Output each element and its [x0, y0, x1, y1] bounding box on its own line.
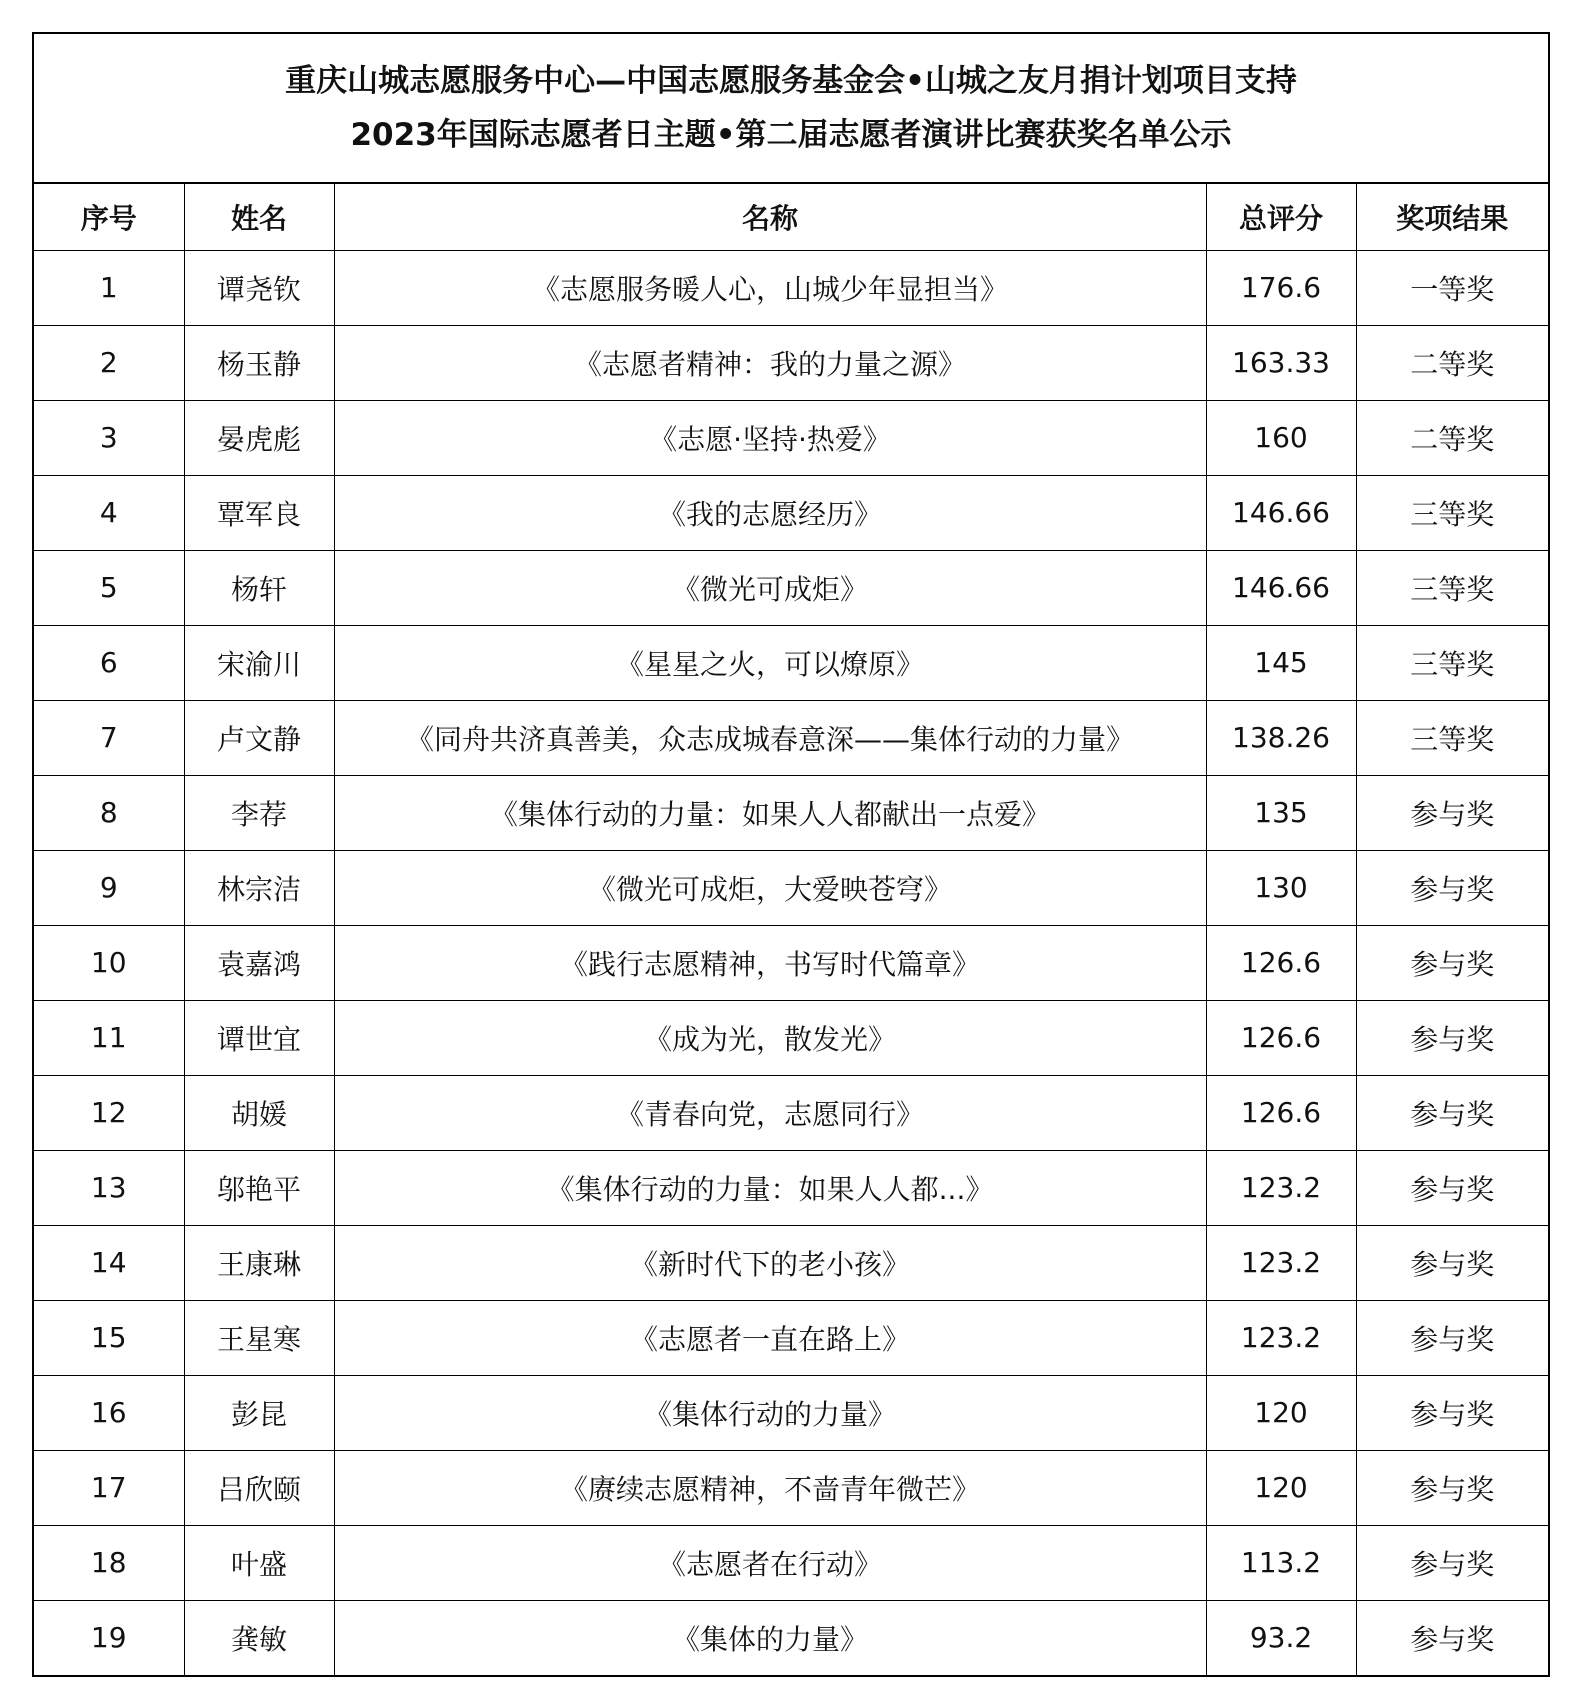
cell-award: 参与奖: [1356, 1450, 1548, 1525]
cell-award: 参与奖: [1356, 1150, 1548, 1225]
cell-award: 参与奖: [1356, 1375, 1548, 1450]
cell-score: 130: [1206, 850, 1356, 925]
cell-award: 参与奖: [1356, 1225, 1548, 1300]
table-row: [34, 850, 1548, 925]
cell-title: 《集体的力量》: [334, 1600, 1206, 1675]
cell-name: 晏虎彪: [184, 400, 334, 475]
cell-score: 146.66: [1206, 475, 1356, 550]
table-row: [34, 1000, 1548, 1075]
header-index: 序号: [34, 184, 184, 250]
cell-index: 14: [34, 1225, 184, 1300]
cell-title: 《星星之火，可以燎原》: [334, 625, 1206, 700]
cell-score: 126.6: [1206, 1000, 1356, 1075]
cell-score: 93.2: [1206, 1600, 1356, 1675]
cell-score: 123.2: [1206, 1150, 1356, 1225]
cell-award: 三等奖: [1356, 475, 1548, 550]
cell-index: 7: [34, 700, 184, 775]
table-body: [34, 250, 1548, 1675]
cell-title: 《赓续志愿精神，不啬青年微芒》: [334, 1450, 1206, 1525]
cell-index: 9: [34, 850, 184, 925]
cell-title: 《同舟共济真善美，众志成城春意深——集体行动的力量》: [334, 700, 1206, 775]
title-line-1: 重庆山城志愿服务中心—中国志愿服务基金会•山城之友月捐计划项目支持: [285, 63, 1297, 99]
cell-index: 10: [34, 925, 184, 1000]
table-row: [34, 250, 1548, 325]
cell-score: 176.6: [1206, 250, 1356, 325]
cell-index: 13: [34, 1150, 184, 1225]
cell-index: 8: [34, 775, 184, 850]
cell-name: 王星寒: [184, 1300, 334, 1375]
cell-score: 163.33: [1206, 325, 1356, 400]
header-row: [34, 184, 1548, 250]
cell-score: 145: [1206, 625, 1356, 700]
table-row: [34, 1300, 1548, 1375]
cell-name: 袁嘉鸿: [184, 925, 334, 1000]
cell-title: 《成为光，散发光》: [334, 1000, 1206, 1075]
cell-award: 参与奖: [1356, 1000, 1548, 1075]
cell-title: 《志愿服务暖人心，山城少年显担当》: [334, 250, 1206, 325]
cell-title: 《志愿者精神：我的力量之源》: [334, 325, 1206, 400]
cell-title: 《我的志愿经历》: [334, 475, 1206, 550]
table-row: [34, 550, 1548, 625]
table-row: [34, 775, 1548, 850]
cell-score: 135: [1206, 775, 1356, 850]
table-row: [34, 325, 1548, 400]
cell-award: 参与奖: [1356, 1300, 1548, 1375]
cell-title: 《志愿·坚持·热爱》: [334, 400, 1206, 475]
cell-award: 参与奖: [1356, 850, 1548, 925]
cell-index: 6: [34, 625, 184, 700]
cell-title: 《志愿者一直在路上》: [334, 1300, 1206, 1375]
table-row: [34, 625, 1548, 700]
cell-score: 126.6: [1206, 1075, 1356, 1150]
cell-name: 杨轩: [184, 550, 334, 625]
award-list-sheet: [32, 32, 1550, 1677]
cell-award: 三等奖: [1356, 550, 1548, 625]
cell-index: 15: [34, 1300, 184, 1375]
cell-score: 113.2: [1206, 1525, 1356, 1600]
cell-title: 《践行志愿精神，书写时代篇章》: [334, 925, 1206, 1000]
cell-name: 胡媛: [184, 1075, 334, 1150]
cell-name: 谭尧钦: [184, 250, 334, 325]
cell-title: 《志愿者在行动》: [334, 1525, 1206, 1600]
cell-award: 二等奖: [1356, 400, 1548, 475]
cell-index: 11: [34, 1000, 184, 1075]
cell-index: 5: [34, 550, 184, 625]
header-title: 名称: [334, 184, 1206, 250]
cell-award: 参与奖: [1356, 925, 1548, 1000]
cell-score: 160: [1206, 400, 1356, 475]
cell-title: 《微光可成炬》: [334, 550, 1206, 625]
cell-name: 林宗洁: [184, 850, 334, 925]
cell-award: 一等奖: [1356, 250, 1548, 325]
title-line-2: 2023年国际志愿者日主题•第二届志愿者演讲比赛获奖名单公示: [350, 117, 1232, 153]
cell-name: 覃军良: [184, 475, 334, 550]
table-row: [34, 1225, 1548, 1300]
cell-title: 《集体行动的力量：如果人人都献出一点爱》: [334, 775, 1206, 850]
cell-award: 参与奖: [1356, 775, 1548, 850]
cell-award: 二等奖: [1356, 325, 1548, 400]
cell-name: 李荐: [184, 775, 334, 850]
cell-award: 三等奖: [1356, 625, 1548, 700]
cell-award: 参与奖: [1356, 1600, 1548, 1675]
cell-index: 4: [34, 475, 184, 550]
header-name: 姓名: [184, 184, 334, 250]
cell-index: 3: [34, 400, 184, 475]
table-row: [34, 1600, 1548, 1675]
cell-index: 16: [34, 1375, 184, 1450]
title-block: [34, 34, 1548, 184]
cell-name: 卢文静: [184, 700, 334, 775]
cell-name: 宋渝川: [184, 625, 334, 700]
cell-title: 《新时代下的老小孩》: [334, 1225, 1206, 1300]
header-award: 奖项结果: [1356, 184, 1548, 250]
cell-name: 龚敏: [184, 1600, 334, 1675]
table-row: [34, 700, 1548, 775]
cell-title: 《集体行动的力量》: [334, 1375, 1206, 1450]
table-row: [34, 925, 1548, 1000]
table-row: [34, 1075, 1548, 1150]
cell-name: 叶盛: [184, 1525, 334, 1600]
cell-index: 18: [34, 1525, 184, 1600]
cell-title: 《集体行动的力量：如果人人都...》: [334, 1150, 1206, 1225]
cell-award: 参与奖: [1356, 1075, 1548, 1150]
cell-title: 《青春向党，志愿同行》: [334, 1075, 1206, 1150]
table-row: [34, 1450, 1548, 1525]
cell-award: 参与奖: [1356, 1525, 1548, 1600]
cell-score: 123.2: [1206, 1225, 1356, 1300]
cell-name: 王康琳: [184, 1225, 334, 1300]
table-row: [34, 1150, 1548, 1225]
table-row: [34, 400, 1548, 475]
cell-index: 2: [34, 325, 184, 400]
cell-name: 吕欣颐: [184, 1450, 334, 1525]
cell-name: 彭昆: [184, 1375, 334, 1450]
cell-index: 12: [34, 1075, 184, 1150]
cell-score: 120: [1206, 1375, 1356, 1450]
cell-name: 邬艳平: [184, 1150, 334, 1225]
cell-award: 三等奖: [1356, 700, 1548, 775]
header-score: 总评分: [1206, 184, 1356, 250]
cell-name: 杨玉静: [184, 325, 334, 400]
table-row: [34, 1525, 1548, 1600]
cell-name: 谭世宜: [184, 1000, 334, 1075]
cell-score: 120: [1206, 1450, 1356, 1525]
cell-index: 1: [34, 250, 184, 325]
cell-score: 123.2: [1206, 1300, 1356, 1375]
cell-index: 19: [34, 1600, 184, 1675]
cell-score: 138.26: [1206, 700, 1356, 775]
cell-title: 《微光可成炬，大爱映苍穹》: [334, 850, 1206, 925]
award-table: [34, 184, 1548, 1675]
cell-index: 17: [34, 1450, 184, 1525]
table-row: [34, 1375, 1548, 1450]
cell-score: 146.66: [1206, 550, 1356, 625]
cell-score: 126.6: [1206, 925, 1356, 1000]
table-row: [34, 475, 1548, 550]
